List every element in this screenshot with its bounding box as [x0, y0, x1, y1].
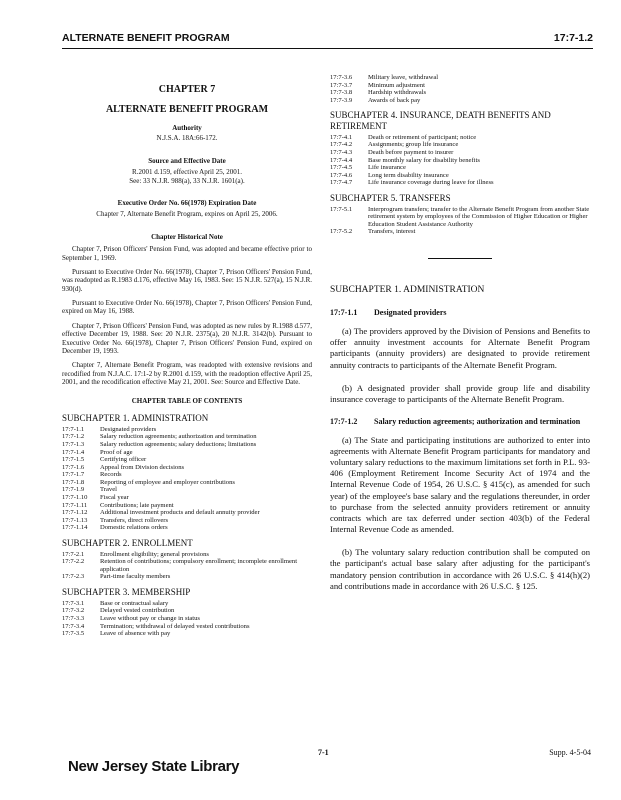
- toc-entry: [62, 479, 312, 487]
- toc-entry-title: Retention of contributions; compulsory enrollment; incomplete enrollment application: [100, 558, 298, 573]
- toc-entry-number: 17:7-4.1: [330, 133, 353, 141]
- page-number: 7-1: [318, 748, 329, 757]
- toc-entry-title: Life insurance coverage during leave for illness: [368, 179, 494, 187]
- toc-entry-title: Domestic relations orders: [100, 524, 168, 532]
- toc-entry-number: 17:7-4.2: [330, 141, 353, 149]
- toc-entry: [62, 509, 312, 517]
- toc-subchapter-heading: SUBCHAPTER 4. INSURANCE, DEATH BENEFITS AND RETIREMENT: [330, 110, 551, 132]
- toc-entry-number: 17:7-3.8: [330, 89, 353, 97]
- toc-entry: [62, 524, 312, 532]
- toc-entry-number: 17:7-3.9: [330, 96, 353, 104]
- toc-entry-number: 17:7-1.10: [62, 493, 88, 501]
- running-header: [62, 32, 593, 49]
- toc-entry: [62, 456, 312, 464]
- toc-entry-title: Minimum adjustment: [368, 81, 425, 89]
- source-label: Source and Effective Date: [148, 156, 226, 165]
- toc-entry-number: 17:7-1.9: [62, 486, 85, 494]
- source-line: R.2001 d.159, effective April 25, 2001.: [132, 168, 242, 177]
- historical-note-label: Chapter Historical Note: [151, 232, 223, 241]
- toc-entry: [330, 141, 590, 149]
- toc-entry-number: 17:7-1.5: [62, 456, 85, 464]
- authority-label: Authority: [172, 124, 202, 132]
- toc-entry: [330, 82, 590, 90]
- toc-entry-number: 17:7-1.1: [62, 425, 85, 433]
- toc-entry-title: Designated providers: [100, 425, 157, 433]
- header-title: ALTERNATE BENEFIT PROGRAM: [62, 32, 230, 44]
- toc-entry-title: Enrollment eligibility; general provisions: [100, 550, 209, 558]
- historical-note-paragraph: Chapter 7, Prison Officers' Pension Fund, was adopted and became effective prior to September 1, 1969.: [62, 245, 312, 262]
- section-number: 17:7-1.2: [330, 417, 358, 427]
- toc-entry-number: 17:7-4.4: [330, 156, 353, 164]
- toc-entry-number: 17:7-3.5: [62, 630, 85, 638]
- section-heading: [330, 308, 590, 318]
- supplement-date: Supp. 4-5-04: [549, 748, 591, 757]
- toc-entry-title: Life insurance: [368, 164, 406, 172]
- toc-entry-number: 17:7-4.5: [330, 164, 353, 172]
- section-heading: [330, 417, 590, 427]
- toc-entry-number: 17:7-2.1: [62, 550, 85, 558]
- source-line: See: 33 N.J.R. 988(a), 33 N.J.R. 1601(a).: [129, 176, 245, 185]
- toc-entry-title: Salary reduction agreements; authorization and termination: [100, 433, 257, 441]
- historical-note-paragraph: Pursuant to Executive Order No. 66(1978), Chapter 7, Prison Officers' Pension Fund, was readopted as R.1983 d.176, effective May 16, 1983. See: 15 N.J.R. 527(a), 15 N.J.R. 930(d).: [62, 267, 312, 293]
- toc-entry: [330, 228, 590, 236]
- toc-entry-title: Additional investment products and default annuity provider: [100, 509, 260, 517]
- toc-entry-title: Appeal from Division decisions: [100, 463, 185, 471]
- toc-entry-number: 17:7-2.3: [62, 573, 85, 581]
- toc-entry-title: Salary reduction agreements; salary deductions; limitations: [100, 440, 257, 448]
- historical-note-paragraph: Chapter 7, Alternate Benefit Program, was readopted with extensive revisions and recodified from N.J.A.C. 17:1-2 by R.2001 d.159, with the readoption effective April 25, 2001, and the recodification effective May 21, 2001. See: Source and Effective Date.: [62, 361, 312, 387]
- toc-entry: [330, 157, 590, 165]
- toc-entry-title: Part-time faculty members: [100, 573, 171, 581]
- toc-entry: [62, 449, 312, 457]
- toc-entry-number: 17:7-3.4: [62, 622, 85, 630]
- right-column: [330, 74, 590, 604]
- toc-entry: [62, 464, 312, 472]
- toc-entry: [62, 600, 312, 608]
- section-title: Salary reduction agreements; authorization and termination: [374, 417, 581, 427]
- toc-entry-title: Fiscal year: [100, 493, 129, 501]
- toc-entry: [330, 172, 590, 180]
- toc-entry-title: Contributions; late payment: [100, 501, 174, 509]
- toc-entry-number: 17:7-3.1: [62, 599, 85, 607]
- toc-entry-title: Assignments; group life insurance: [368, 141, 459, 149]
- toc-entry: [62, 558, 312, 573]
- toc-entry-title: Leave without pay or change in status: [100, 614, 200, 622]
- toc-entry: [62, 471, 312, 479]
- toc-entry: [330, 164, 590, 172]
- exec-order-label: Executive Order No. 66(1978) Expiration Date: [117, 198, 257, 207]
- toc-entry-number: 17:7-1.3: [62, 440, 85, 448]
- toc-entry-title: Reporting of employee and employer contributions: [100, 478, 235, 486]
- toc-title: CHAPTER TABLE OF CONTENTS: [131, 396, 243, 405]
- toc-subchapter-heading: SUBCHAPTER 2. ENROLLMENT: [62, 537, 193, 548]
- toc-entry-title: Military leave, withdrawal: [368, 74, 439, 81]
- toc-entry-number: 17:7-1.12: [62, 509, 88, 517]
- toc-entry: [62, 502, 312, 510]
- toc-left: [62, 413, 312, 638]
- toc-entry-title: Base or contractual salary: [100, 599, 169, 607]
- toc-entry-title: Travel: [100, 486, 117, 494]
- toc-entry: [330, 97, 590, 105]
- toc-entry-title: Long term disability insurance: [368, 171, 449, 179]
- toc-entry-number: 17:7-4.6: [330, 171, 353, 179]
- chapter-number: CHAPTER 7: [158, 84, 216, 95]
- toc-entry: [62, 441, 312, 449]
- toc-entry-title: Interprogram transfers; transfer to the Alternate Benefit Program from another State retirement system by employees of the Commission of Higher Education or Higher Education Student Assistance Authority: [368, 205, 590, 228]
- toc-entry: [62, 517, 312, 525]
- toc-entry: [62, 551, 312, 559]
- toc-entry-number: 17:7-2.2: [62, 558, 85, 566]
- toc-entry-title: Death before payment to insurer: [368, 149, 454, 157]
- toc-entry-title: Base monthly salary for disability benefits: [368, 156, 480, 164]
- toc-entry: [62, 630, 312, 638]
- toc-entry: [330, 134, 590, 142]
- toc-entry-title: Records: [100, 471, 122, 479]
- toc-entry: [330, 179, 590, 187]
- toc-entry: [62, 615, 312, 623]
- toc-entry: [62, 607, 312, 615]
- toc-entry-title: Hardship withdrawals: [368, 89, 427, 97]
- body-paragraph: (a) The providers approved by the Division of Pensions and Benefits to offer annuity investment accounts for Alternate Benefit Program participants (annuity providers) are designated to provide retirement annuity contracts to participants of the Alternate Benefit Program.: [330, 326, 590, 370]
- toc-entry-title: Awards of back pay: [368, 96, 421, 104]
- toc-entry-number: 17:7-1.14: [62, 524, 88, 532]
- toc-entry: [62, 623, 312, 631]
- toc-subchapter-heading: SUBCHAPTER 3. MEMBERSHIP: [62, 586, 191, 597]
- chapter-title: ALTERNATE BENEFIT PROGRAM: [105, 104, 269, 115]
- header-section: 17:7-1.2: [553, 32, 593, 44]
- toc-entry: [330, 206, 590, 229]
- toc-entry-number: 17:7-3.3: [62, 614, 85, 622]
- historical-note-paragraph: Chapter 7, Prison Officers' Pension Fund, was adopted as new rules by R.1988 d.577, effective December 19, 1988. See: 20 N.J.R. 2375(a), 20 N.J.R. 3142(b). Pursuant to Executive Order No. 66(1978), Chapter 7, Prison Officers' Pension Fund, expired on December 19, 1993.: [62, 321, 312, 356]
- toc-entry-title: Transfers, direct rollovers: [100, 516, 169, 524]
- toc-entry: [62, 573, 312, 581]
- toc-entry-number: 17:7-4.3: [330, 149, 353, 157]
- toc-entry-number: 17:7-1.4: [62, 448, 85, 456]
- toc-entry: [330, 74, 590, 82]
- library-stamp: New Jersey State Library: [68, 758, 240, 775]
- toc-entry-title: Death or retirement of participant; notice: [368, 133, 477, 141]
- toc-entry: [330, 149, 590, 157]
- toc-entry-title: Termination; withdrawal of delayed vested contributions: [100, 622, 250, 630]
- section-title: Designated providers: [374, 308, 447, 318]
- toc-entry-number: 17:7-1.6: [62, 463, 85, 471]
- toc-entry-title: Certifying officer: [100, 456, 147, 464]
- toc-entry-number: 17:7-5.2: [330, 228, 353, 236]
- toc-entry: [62, 433, 312, 441]
- body-paragraph: (b) A designated provider shall provide group life and disability insurance coverage to participants of the Alternate Benefit Program.: [330, 382, 590, 404]
- toc-entry-title: Delayed vested contribution: [100, 607, 175, 615]
- exec-order-text: Chapter 7, Alternate Benefit Program, expires on April 25, 2006.: [96, 210, 278, 219]
- left-column: [62, 80, 312, 638]
- section-divider: [428, 258, 492, 259]
- toc-entry: [62, 494, 312, 502]
- toc-continued: [330, 74, 590, 104]
- toc-entry-number: 17:7-4.7: [330, 179, 353, 187]
- subchapter-heading: SUBCHAPTER 1. ADMINISTRATION: [330, 285, 485, 296]
- toc-entry-number: 17:7-1.2: [62, 433, 85, 441]
- section-number: 17:7-1.1: [330, 308, 358, 318]
- historical-note-paragraph: Pursuant to Executive Order No. 66(1978), Chapter 7, Prison Officers' Pension Fund, expired on May 16, 1988.: [62, 299, 312, 316]
- toc-entry-number: 17:7-5.1: [330, 205, 353, 213]
- toc-right: [330, 110, 590, 236]
- toc-entry-number: 17:7-3.6: [330, 74, 353, 81]
- toc-entry-number: 17:7-3.2: [62, 607, 85, 615]
- toc-subchapter-heading: SUBCHAPTER 5. TRANSFERS: [330, 192, 451, 203]
- toc-entry: [62, 426, 312, 434]
- toc-entry-number: 17:7-3.7: [330, 81, 353, 89]
- toc-entry-title: Leave of absence with pay: [100, 630, 171, 638]
- toc-entry-number: 17:7-1.13: [62, 516, 88, 524]
- toc-entry-number: 17:7-1.11: [62, 501, 88, 509]
- toc-entry-title: Transfers, interest: [368, 228, 416, 236]
- authority-text: N.J.S.A. 18A:66-172.: [156, 134, 218, 143]
- toc-subchapter-heading: SUBCHAPTER 1. ADMINISTRATION: [62, 412, 209, 423]
- toc-entry: [62, 486, 312, 494]
- toc-entry: [330, 89, 590, 97]
- toc-entry-number: 17:7-1.8: [62, 478, 85, 486]
- body-paragraph: (a) The State and participating institutions are authorized to enter into agreements with Alternate Benefit Program participants for mandatory and voluntary salary reductions to the maximum limitations set forth in P.L. 93-406 (Employment Retirement Income Security Act of 1974 and the Internal Revenue Code of 1954, 26 U.S.C. § 415(c), as amended for such year) of the employee's base salary and the regulations thereunder, in order to purchase from the selected annuity providers retirement or annuity contracts which are tax deferred under section 403(b) of the Federal Internal Revenue Code as amended.: [330, 434, 590, 535]
- body-paragraph: (b) The voluntary salary reduction contribution shall be computed on the participant's actual base salary after adjusting for the participant's mandatory pension contribution in accordance with 26 U.S.C. § 414(h)(2) and contributions made in accordance with 26 U.S.C. § 125.: [330, 547, 590, 591]
- toc-entry-title: Proof of age: [100, 448, 133, 456]
- toc-entry-number: 17:7-1.7: [62, 471, 85, 479]
